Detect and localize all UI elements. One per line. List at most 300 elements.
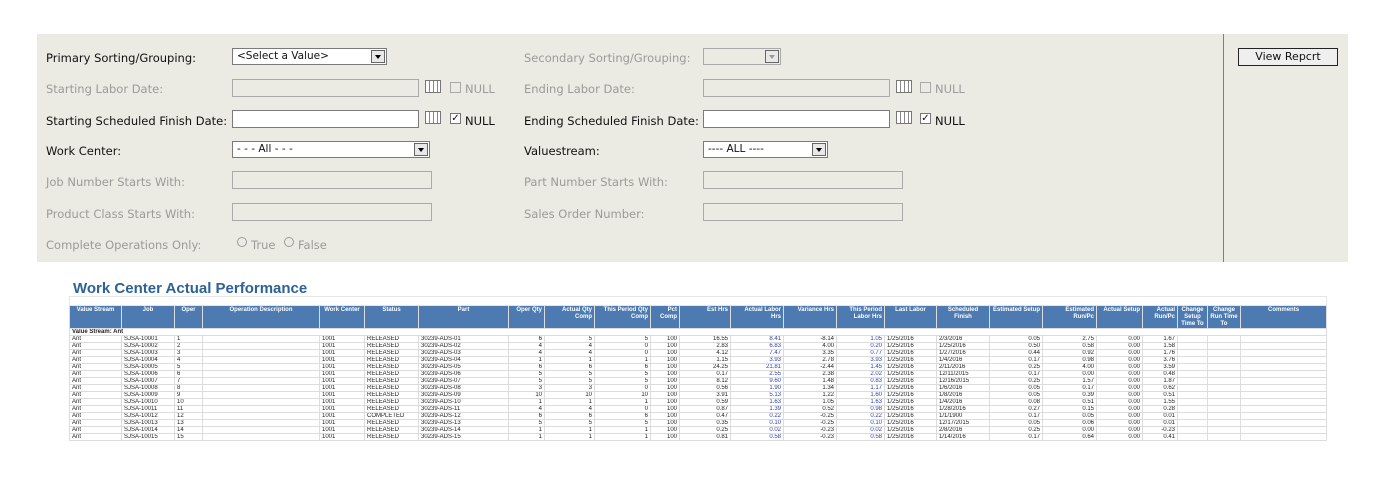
table-cell: 100 (651, 399, 680, 406)
table-cell: 100 (651, 427, 680, 434)
table-cell: SJSA-10006 (122, 371, 175, 378)
table-cell: 100 (651, 336, 680, 343)
table-cell (1241, 427, 1327, 434)
table-cell: 0.64 (1043, 434, 1097, 441)
job-number-input[interactable] (232, 171, 432, 189)
column-header: Variance Hrs (784, 306, 837, 329)
table-cell: 4 (545, 350, 595, 357)
chevron-down-icon[interactable] (765, 50, 779, 63)
part-number-label: Part Number Starts With: (524, 175, 668, 189)
table-cell: 2 (175, 343, 203, 350)
complete-ops-true-radio[interactable] (237, 237, 247, 247)
table-cell: 1/4/2016 (937, 357, 990, 364)
table-cell: 8.12 (680, 378, 731, 385)
table-cell: 1/25/2016 (885, 413, 937, 420)
table-cell: 0.02 (837, 427, 885, 434)
table-cell: 1001 (320, 399, 365, 406)
table-cell: 5 (545, 420, 595, 427)
table-cell: 30239-ADS-09 (419, 392, 509, 399)
table-cell: 1/25/2016 (885, 371, 937, 378)
table-cell (1178, 427, 1208, 434)
table-cell: 30239-ADS-15 (419, 434, 509, 441)
table-cell: 4 (175, 357, 203, 364)
table-cell (1178, 385, 1208, 392)
table-cell: 10 (175, 399, 203, 406)
column-header: Value Stream (70, 306, 122, 329)
table-cell (203, 399, 320, 406)
table-cell (203, 364, 320, 371)
part-number-input[interactable] (703, 171, 903, 189)
table-cell: 0.17 (680, 371, 731, 378)
table-cell: 1001 (320, 378, 365, 385)
column-header: Part (419, 306, 509, 329)
table-cell (1208, 371, 1241, 378)
secondary-sorting-select[interactable] (703, 48, 781, 65)
table-cell: 1.63 (837, 399, 885, 406)
table-cell (1241, 399, 1327, 406)
table-cell: Ant (70, 427, 122, 434)
table-cell (1208, 364, 1241, 371)
table-cell: 0.25 (990, 427, 1043, 434)
table-cell: 30239-ADS-14 (419, 427, 509, 434)
table-cell: 0.77 (837, 350, 885, 357)
table-cell (1241, 406, 1327, 413)
table-cell: 4.12 (680, 350, 731, 357)
table-cell: 12/17/2015 (937, 420, 990, 427)
table-cell: 0.10 (837, 420, 885, 427)
table-row (70, 399, 1327, 406)
table-cell: 1.45 (837, 364, 885, 371)
table-cell: 5 (509, 371, 545, 378)
table-cell: 100 (651, 357, 680, 364)
table-cell (203, 420, 320, 427)
table-cell: -8.14 (784, 336, 837, 343)
table-cell: RELEASED (365, 434, 419, 441)
column-header: Actual Labor Hrs (731, 306, 784, 329)
table-cell: 1/25/2016 (885, 434, 937, 441)
table-cell: 5 (175, 364, 203, 371)
table-cell: 0.06 (1043, 420, 1097, 427)
table-cell: 0.39 (1043, 392, 1097, 399)
table-cell: 0.92 (1043, 350, 1097, 357)
column-header: This Period Labor Hrs (837, 306, 885, 329)
table-cell: 0.58 (837, 434, 885, 441)
table-cell: 30239-ADS-03 (419, 350, 509, 357)
table-row (70, 385, 1327, 392)
table-cell: 8 (175, 385, 203, 392)
report-table (69, 296, 1326, 441)
table-cell: 1/25/2016 (885, 420, 937, 427)
table-cell: SJSA-10010 (122, 399, 175, 406)
table-cell: 13 (175, 420, 203, 427)
column-header: Comments (1241, 306, 1327, 329)
ending-labor-date-null-label: NULL (935, 82, 965, 96)
table-cell: 1001 (320, 406, 365, 413)
table-cell (1208, 427, 1241, 434)
table-cell: 5 (509, 378, 545, 385)
chevron-down-icon[interactable] (371, 50, 385, 63)
table-cell: 1.05 (784, 399, 837, 406)
work-center-label: Work Center: (46, 144, 122, 158)
table-cell: 6.83 (731, 343, 784, 350)
product-class-input[interactable] (232, 203, 432, 221)
table-cell: 1 (595, 434, 651, 441)
table-cell: 30239-ADS-06 (419, 371, 509, 378)
table-cell: 1 (545, 357, 595, 364)
table-cell: 2.38 (784, 371, 837, 378)
table-cell (1241, 413, 1327, 420)
table-cell: 1 (509, 357, 545, 364)
chevron-down-icon[interactable] (812, 143, 826, 156)
table-cell: SJSA-10001 (122, 336, 175, 343)
table-cell: SJSA-10009 (122, 392, 175, 399)
table-cell: 3.76 (1143, 357, 1178, 364)
table-cell: 4 (509, 343, 545, 350)
table-cell (1178, 420, 1208, 427)
table-cell: 4 (545, 343, 595, 350)
table-cell (1178, 343, 1208, 350)
ending-scheduled-finish-input[interactable] (703, 110, 890, 128)
table-cell: RELEASED (365, 427, 419, 434)
table-cell: 30239-ADS-01 (419, 336, 509, 343)
table-cell: 5 (595, 420, 651, 427)
table-cell: -0.23 (784, 434, 837, 441)
starting-labor-date-label: Starting Labor Date: (46, 82, 164, 96)
table-cell: 6 (545, 413, 595, 420)
table-cell (203, 406, 320, 413)
table-cell: 1/25/2016 (885, 399, 937, 406)
table-cell (203, 357, 320, 364)
table-row (70, 392, 1327, 399)
table-cell: SJSA-10002 (122, 343, 175, 350)
table-cell: 0.05 (990, 392, 1043, 399)
secondary-sorting-label: Secondary Sorting/Grouping: (524, 51, 691, 65)
table-cell: 1/8/2016 (937, 392, 990, 399)
table-cell (203, 371, 320, 378)
table-cell: 1 (545, 434, 595, 441)
table-cell: 0.41 (1143, 434, 1178, 441)
table-cell: 0.15 (1043, 406, 1097, 413)
table-cell: 1/25/2016 (885, 350, 937, 357)
table-cell: 4 (509, 406, 545, 413)
column-header: Actual Setup (1097, 306, 1143, 329)
table-cell: 0 (595, 350, 651, 357)
table-cell: Ant (70, 385, 122, 392)
table-cell: RELEASED (365, 399, 419, 406)
starting-labor-date-null-checkbox[interactable] (450, 82, 461, 93)
table-cell (1208, 357, 1241, 364)
table-cell: 5.13 (731, 392, 784, 399)
table-cell (1241, 378, 1327, 385)
table-cell: 100 (651, 364, 680, 371)
table-cell: Ant (70, 364, 122, 371)
table-cell: SJSA-10004 (122, 357, 175, 364)
table-cell: 4.00 (1043, 364, 1097, 371)
table-cell: Ant (70, 399, 122, 406)
table-cell: 21.81 (731, 364, 784, 371)
column-header: Work Center (320, 306, 365, 329)
starting-scheduled-finish-input[interactable] (232, 110, 419, 128)
column-header: Change Run Time To (1208, 306, 1241, 329)
table-cell: 0.59 (680, 399, 731, 406)
table-cell: 0.10 (731, 420, 784, 427)
table-row (70, 406, 1327, 413)
table-cell: SJSA-10013 (122, 420, 175, 427)
table-cell: 30239-ADS-04 (419, 357, 509, 364)
table-cell: 0.08 (990, 399, 1043, 406)
work-center-select[interactable] (232, 141, 430, 158)
table-cell: 1.15 (680, 357, 731, 364)
sales-order-input[interactable] (703, 203, 903, 221)
table-cell: 3 (545, 385, 595, 392)
table-cell: 5 (595, 378, 651, 385)
table-cell: 1001 (320, 336, 365, 343)
table-cell: 1.17 (837, 385, 885, 392)
table-cell: 0.62 (1143, 385, 1178, 392)
table-cell: 0.00 (1097, 364, 1143, 371)
table-cell: 0.00 (1097, 399, 1143, 406)
table-cell: 0.05 (990, 420, 1043, 427)
table-cell: 0.52 (784, 406, 837, 413)
table-cell: 1/25/2016 (885, 385, 937, 392)
table-cell: Ant (70, 406, 122, 413)
table-cell: 0.00 (1097, 336, 1143, 343)
column-header: This Period Qty Comp (595, 306, 651, 329)
table-cell: 1001 (320, 392, 365, 399)
table-cell: 0.00 (1097, 378, 1143, 385)
table-cell: 0.48 (1143, 371, 1178, 378)
table-cell: RELEASED (365, 392, 419, 399)
table-cell (1241, 434, 1327, 441)
table-cell: 100 (651, 413, 680, 420)
table-cell: 1 (175, 336, 203, 343)
table-cell: 1/25/2016 (937, 343, 990, 350)
table-cell: 8.41 (731, 336, 784, 343)
table-cell: 0.81 (680, 434, 731, 441)
table-cell (1178, 364, 1208, 371)
table-cell: 1.90 (731, 385, 784, 392)
table-cell: 2.55 (731, 371, 784, 378)
table-cell: SJSA-10015 (122, 434, 175, 441)
table-cell: 1/25/2016 (885, 406, 937, 413)
table-cell: 1001 (320, 357, 365, 364)
primary-sorting-select[interactable] (232, 48, 387, 65)
table-cell: 0.17 (990, 413, 1043, 420)
column-header: Oper Qty (509, 306, 545, 329)
table-cell: 12 (175, 413, 203, 420)
table-cell: 0.25 (990, 364, 1043, 371)
table-cell: 1001 (320, 434, 365, 441)
starting-scheduled-finish-label: Starting Scheduled Finish Date: (46, 114, 228, 128)
table-cell: 0.20 (837, 343, 885, 350)
starting-scheduled-finish-null-label: NULL (465, 114, 495, 128)
table-row (70, 357, 1327, 364)
table-cell: 6 (545, 364, 595, 371)
table-cell: 100 (651, 392, 680, 399)
table-cell: 24.25 (680, 364, 731, 371)
table-cell (1208, 385, 1241, 392)
table-cell: 3.35 (784, 350, 837, 357)
table-cell: 5 (545, 336, 595, 343)
table-cell (1208, 336, 1241, 343)
table-cell: -0.23 (784, 427, 837, 434)
view-report-panel (1223, 34, 1348, 262)
table-cell: 1.87 (1143, 378, 1178, 385)
ending-labor-date-input[interactable] (703, 79, 890, 97)
table-cell: 0.00 (1097, 371, 1143, 378)
table-cell: 1.60 (837, 392, 885, 399)
table-cell: -2.44 (784, 364, 837, 371)
primary-sorting-value: <Select a Value> (237, 50, 329, 62)
table-cell: 0.00 (1043, 371, 1097, 378)
table-cell: 2.02 (837, 371, 885, 378)
table-cell: 1 (595, 399, 651, 406)
table-cell: 1001 (320, 371, 365, 378)
table-cell: 6 (595, 364, 651, 371)
table-cell: 0.00 (1097, 350, 1143, 357)
table-cell: -0.23 (1143, 427, 1178, 434)
table-cell: 1/4/2016 (937, 399, 990, 406)
starting-labor-date-null-label: NULL (465, 82, 495, 96)
column-header: Oper (175, 306, 203, 329)
column-header: Estimated Setup (990, 306, 1043, 329)
table-cell: 0.01 (1143, 413, 1178, 420)
complete-ops-false-radio[interactable] (284, 237, 294, 247)
table-cell: RELEASED (365, 336, 419, 343)
table-cell (1241, 385, 1327, 392)
table-cell: 16.55 (680, 336, 731, 343)
table-cell: 100 (651, 434, 680, 441)
table-cell (1208, 378, 1241, 385)
table-cell: Ant (70, 371, 122, 378)
table-cell: 3.93 (837, 357, 885, 364)
table-cell: 1001 (320, 413, 365, 420)
column-header: Estimated Run/Pc (1043, 306, 1097, 329)
table-cell (1241, 343, 1327, 350)
table-cell (1208, 392, 1241, 399)
column-header: Pct Comp (651, 306, 680, 329)
table-cell: Ant (70, 343, 122, 350)
table-cell: 1.63 (731, 399, 784, 406)
table-cell (1208, 399, 1241, 406)
table-cell: 6 (509, 364, 545, 371)
table-cell: 30239-ADS-05 (419, 364, 509, 371)
table-cell: 6 (509, 413, 545, 420)
table-cell: RELEASED (365, 385, 419, 392)
calendar-icon[interactable] (896, 111, 912, 124)
table-row (70, 350, 1327, 357)
table-row (70, 364, 1327, 371)
table-cell: 100 (651, 385, 680, 392)
complete-ops-label: Complete Operations Only: (46, 238, 202, 252)
table-row (70, 378, 1327, 385)
starting-labor-date-input[interactable] (232, 79, 419, 97)
complete-ops-false-label: False (298, 238, 327, 252)
table-cell: 0.02 (731, 427, 784, 434)
calendar-icon[interactable] (896, 80, 912, 93)
table-cell: 0.05 (990, 336, 1043, 343)
calendar-icon[interactable] (425, 111, 441, 124)
table-cell: 5 (509, 420, 545, 427)
table-cell: 6 (509, 336, 545, 343)
table-cell: 1/25/2016 (885, 392, 937, 399)
table-cell: 1.39 (731, 406, 784, 413)
table-cell: 0.27 (990, 406, 1043, 413)
table-cell: 5 (595, 371, 651, 378)
product-class-label: Product Class Starts With: (46, 207, 195, 221)
table-cell: 0.58 (731, 434, 784, 441)
table-cell: 1/25/2016 (885, 378, 937, 385)
chevron-down-icon[interactable] (414, 143, 428, 156)
ending-labor-date-null-checkbox[interactable] (920, 82, 931, 93)
table-cell: 0.83 (837, 378, 885, 385)
table-cell: 1 (545, 427, 595, 434)
table-cell: 100 (651, 420, 680, 427)
table-cell: 0.51 (1143, 392, 1178, 399)
table-cell: 30239-ADS-07 (419, 378, 509, 385)
table-cell: 0.22 (837, 413, 885, 420)
table-cell: 0.44 (990, 350, 1043, 357)
table-cell: 0.98 (837, 406, 885, 413)
table-cell: 4 (545, 406, 595, 413)
table-cell (1178, 350, 1208, 357)
ending-scheduled-finish-null-checkbox[interactable]: ✓ (921, 113, 930, 124)
table-cell (1241, 350, 1327, 357)
table-cell: 0 (595, 406, 651, 413)
table-cell: 2/3/2016 (937, 336, 990, 343)
table-cell: 30239-ADS-12 (419, 413, 509, 420)
table-cell: 30239-ADS-02 (419, 343, 509, 350)
view-report-button[interactable]: View Repcrt (1238, 48, 1338, 66)
table-cell: 10 (595, 392, 651, 399)
table-cell: 1/25/2016 (885, 427, 937, 434)
table-cell: 1.57 (1043, 378, 1097, 385)
table-cell: 0.00 (1097, 385, 1143, 392)
table-cell: RELEASED (365, 406, 419, 413)
table-cell: 1.76 (1143, 350, 1178, 357)
table-cell: 0.28 (1143, 406, 1178, 413)
table-cell: 2/11/2016 (937, 364, 990, 371)
table-cell: 0.17 (990, 434, 1043, 441)
table-cell: SJSA-10008 (122, 385, 175, 392)
table-cell (203, 336, 320, 343)
calendar-icon[interactable] (425, 80, 441, 93)
table-cell: Ant (70, 357, 122, 364)
table-cell: Ant (70, 378, 122, 385)
table-cell: 1 (509, 427, 545, 434)
table-cell: 1/14/2016 (937, 434, 990, 441)
table-cell: 1/6/2016 (937, 385, 990, 392)
table-cell (203, 413, 320, 420)
valuestream-select[interactable] (703, 141, 828, 158)
table-cell: RELEASED (365, 420, 419, 427)
column-header: Job (122, 306, 175, 329)
valuestream-value: ---- ALL ---- (708, 143, 764, 155)
table-cell: 0.87 (680, 406, 731, 413)
table-cell: 0.00 (1097, 357, 1143, 364)
table-cell: 1001 (320, 364, 365, 371)
starting-scheduled-finish-null-checkbox[interactable]: ✓ (451, 113, 460, 124)
table-cell: RELEASED (365, 371, 419, 378)
table-cell: 0.35 (680, 420, 731, 427)
table-cell: 3.93 (731, 357, 784, 364)
table-cell (1241, 336, 1327, 343)
table-cell: 0.00 (1043, 427, 1097, 434)
table-row (70, 413, 1327, 420)
table-cell: 4.00 (784, 343, 837, 350)
table-cell: 3 (175, 350, 203, 357)
table-cell: 0.00 (1097, 420, 1143, 427)
